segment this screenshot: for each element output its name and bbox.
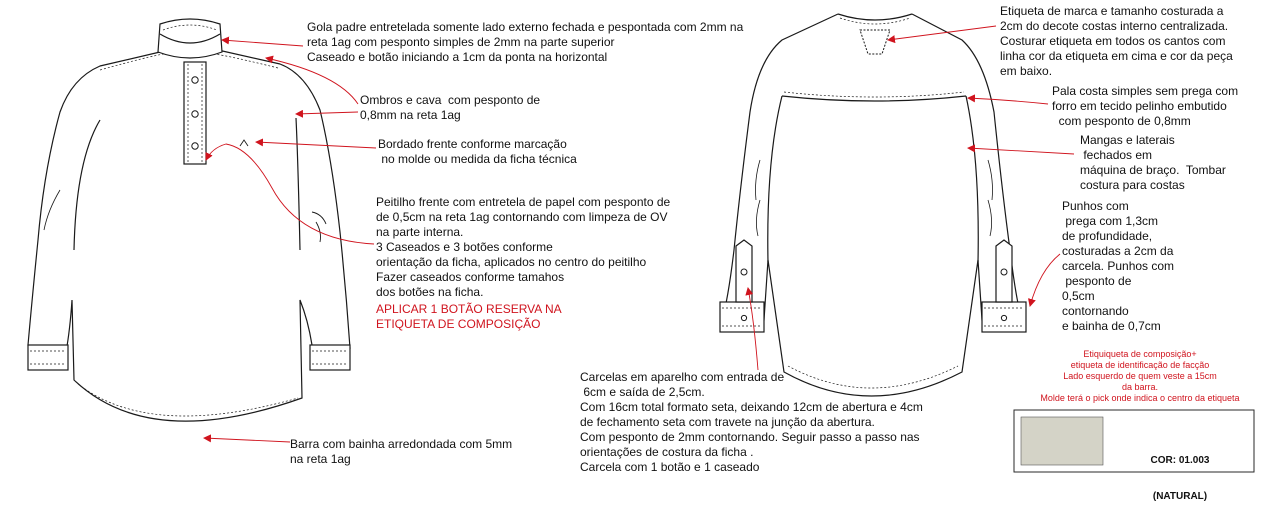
arrow-sleeves <box>968 148 1074 154</box>
note-line: 2cm do decote costas interno centralizada. <box>1000 19 1229 33</box>
note-line: Barra com bainha arredondada com 5mm <box>290 437 513 451</box>
note-line: 3 Caseados e 3 botões conforme <box>376 240 553 254</box>
note-line: Fazer caseados conforme tamahos <box>376 270 565 284</box>
note-line: ETIQUETA DE COMPOSIÇÃO <box>376 317 541 331</box>
note-line: Lado esquerdo de quem veste a 15cm <box>1063 371 1217 381</box>
back-body-outline <box>722 14 1022 396</box>
note-line: de fechamento seta com travete na junção da abertura. <box>580 415 875 429</box>
note-line: forro em tecido pelinho embutido <box>1052 99 1227 113</box>
arrow-armhole <box>296 112 358 114</box>
note-line: Etiqueta de marca e tamanho costurada a <box>1000 4 1224 18</box>
note-line: 0,5cm <box>1062 289 1095 303</box>
note-line: de 0,5cm na reta 1ag contornando com limpeza de OV <box>376 210 668 224</box>
color-swatch <box>1021 417 1103 465</box>
color-code-text <box>1110 431 1250 515</box>
back-buttons <box>741 269 1007 321</box>
front-shirt-drawing <box>28 19 350 421</box>
arrow-cuffs <box>1030 254 1060 306</box>
note-line: no molde ou medida da ficha técnica <box>378 152 577 166</box>
note-cuffs <box>1062 199 1174 334</box>
note-line: 6cm e saída de 2,5cm. <box>580 385 705 399</box>
arrow-placket <box>206 144 374 244</box>
arrow-brand-label <box>888 26 996 40</box>
note-line: Ombros e cava com pesponto de <box>360 93 541 107</box>
arrow-collar <box>222 40 303 46</box>
note-line: em baixo. <box>1000 64 1053 78</box>
note-line: reta 1ag com pesponto simples de 2mm na parte superior <box>307 35 615 49</box>
note-line: Peitilho frente com entretela de papel com pesponto de <box>376 195 671 209</box>
note-line: da barra. <box>1121 382 1159 392</box>
note-line: com pesponto de 0,8mm <box>1052 114 1191 128</box>
arrow-yoke <box>968 98 1048 104</box>
arrow-hem <box>204 438 290 442</box>
note-line: costuradas a 2cm da <box>1062 244 1174 258</box>
note-line: Etiquiqueta de composição+ <box>1083 349 1197 359</box>
note-line: pesponto de <box>1062 274 1132 288</box>
note-line: Gola padre entretelada somente lado externo fechada e pespontada com 2mm na <box>307 20 744 34</box>
color-code: COR: 01.003 <box>1150 455 1210 466</box>
note-collar <box>307 20 743 65</box>
note-line: dos botões na ficha. <box>376 285 484 299</box>
note-brand-label <box>1000 4 1233 79</box>
note-line: fechados em <box>1080 148 1153 162</box>
note-line: prega com 1,3cm <box>1062 214 1159 228</box>
note-line: 0,8mm na reta 1ag <box>360 108 461 122</box>
color-name: (NATURAL) <box>1152 491 1208 502</box>
note-line: Pala costa simples sem prega com <box>1052 84 1239 98</box>
note-line: Carcela com 1 botão e 1 caseado <box>580 460 760 474</box>
note-line: Com 16cm total formato seta, deixando 12cm de abertura e 4cm <box>580 400 923 414</box>
note-line: Caseado e botão iniciando a 1cm da ponta na horizontal <box>307 50 608 64</box>
note-line: Costurar etiqueta em todos os cantos com <box>1000 34 1226 48</box>
note-placket <box>376 195 670 240</box>
note-composition-label <box>1016 349 1264 404</box>
note-line: contornando <box>1062 304 1129 318</box>
note-line: máquina de braço. Tombar <box>1080 163 1226 177</box>
note-line: Molde terá o pick onde indica o centro da etiqueta <box>1040 393 1240 403</box>
note-line: APLICAR 1 BOTÃO RESERVA NA <box>376 302 562 316</box>
note-reserve-button <box>376 302 562 332</box>
note-line: e bainha de 0,7cm <box>1062 319 1161 333</box>
back-yoke-seam <box>782 96 966 101</box>
note-yoke <box>1052 84 1238 129</box>
note-line: na parte interna. <box>376 225 464 239</box>
note-buttons <box>376 240 646 300</box>
note-line: Mangas e laterais <box>1080 133 1175 147</box>
note-embroidery <box>378 137 577 167</box>
note-line: costura para costas <box>1080 178 1185 192</box>
note-line: de profundidade, <box>1062 229 1153 243</box>
note-line: orientação da ficha, aplicados no centro do peitilho <box>376 255 647 269</box>
brand-label <box>860 30 890 54</box>
note-line: Punhos com <box>1062 199 1129 213</box>
note-shoulders <box>360 93 540 123</box>
note-line: etiqueta de identificação de facção <box>1070 360 1210 370</box>
note-sleeves <box>1080 133 1226 193</box>
back-shirt-drawing <box>720 14 1026 396</box>
note-sleeve-placket <box>580 370 923 475</box>
note-line: carcela. Punhos com <box>1062 259 1175 273</box>
note-line: Bordado frente conforme marcação <box>378 137 567 151</box>
note-line: Carcelas em aparelho com entrada de <box>580 370 785 384</box>
note-line: na reta 1ag <box>290 452 351 466</box>
note-line: linha cor da etiqueta em cima e cor da peça <box>1000 49 1233 63</box>
note-line: orientações de costura da ficha . <box>580 445 754 459</box>
arrow-embroidery <box>256 142 376 148</box>
note-line: Com pesponto de 2mm contornando. Seguir passo a passo nas <box>580 430 920 444</box>
note-hem <box>290 437 512 467</box>
